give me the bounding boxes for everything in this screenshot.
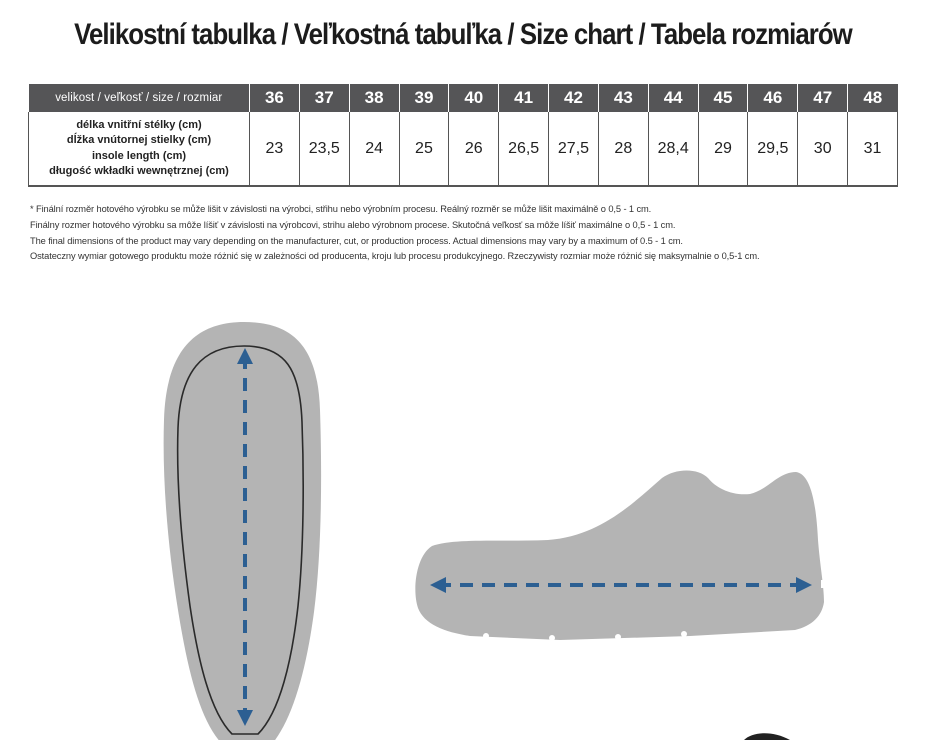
size-header-label: velikost / veľkosť / size / rozmiar	[29, 84, 250, 112]
row-label-pl: długość wkładki wewnętrznej (cm)	[49, 165, 229, 177]
length-cell: 27,5	[549, 112, 599, 186]
size-cell: 37	[299, 84, 349, 112]
length-cell: 26,5	[499, 112, 549, 186]
length-cell: 29,5	[748, 112, 798, 186]
length-cell: 28,4	[648, 112, 698, 186]
shoe-side-icon	[415, 471, 824, 642]
size-cell: 44	[648, 84, 698, 112]
length-cell: 23,5	[299, 112, 349, 186]
length-cell: 25	[399, 112, 449, 186]
size-cell: 45	[698, 84, 748, 112]
size-cell: 47	[798, 84, 848, 112]
length-cell: 26	[449, 112, 499, 186]
size-cell: 36	[250, 84, 300, 112]
size-cell: 39	[399, 84, 449, 112]
size-cell: 46	[748, 84, 798, 112]
row-label-cs: délka vnitřní stélky (cm)	[76, 118, 202, 131]
row-label-en: insole length (cm)	[91, 149, 187, 162]
length-cell: 28	[598, 112, 648, 186]
size-cell: 38	[349, 84, 399, 112]
size-cell: 40	[449, 84, 499, 112]
size-cell: 41	[499, 84, 549, 112]
length-cell: 31	[848, 112, 898, 186]
insole-icon	[164, 322, 321, 740]
length-cell: 29	[698, 112, 748, 186]
note-en: The final dimensions of the product may vary depending on the manufacturer, cut, or production process. Actual dimensions may vary by a maximum of 0.5 - 1 cm.	[30, 235, 683, 246]
row-label-sk: dĺžka vnútornej stielky (cm)	[66, 134, 212, 146]
note-cs: * Finální rozměr hotového výrobku se může lišit v závislosti na výrobci, střihu nebo výrobním procesu. Reálný rozměr se může lišit maximálně o 0,5 - 1 cm.	[30, 204, 652, 214]
size-cell: 43	[598, 84, 648, 112]
size-cell: 48	[848, 84, 898, 112]
length-cell: 24	[349, 112, 399, 186]
length-cell: 30	[798, 112, 848, 186]
note-pl: Ostateczny wymiar gotowego produktu może różnić się w zależności od producenta, kroju lub procesu produkcyjnego. Rzeczywisty rozmiar może różnić się maksymalnie o 0,5-1 cm.	[30, 251, 760, 262]
partial-shape-icon	[744, 733, 790, 740]
page-title: Velikostní tabulka / Veľkostná tabuľka / Size chart / Tabela rozmiarów	[74, 18, 852, 51]
note-sk: Finálny rozmer hotového výrobku sa môže líšiť v závislosti na výrobcovi, strihu alebo výrobnom procese. Skutočná veľkosť sa môže líšiť maximálne o 0,5 - 1 cm.	[30, 219, 676, 230]
length-cell: 23	[250, 112, 300, 186]
size-cell: 42	[549, 84, 599, 112]
